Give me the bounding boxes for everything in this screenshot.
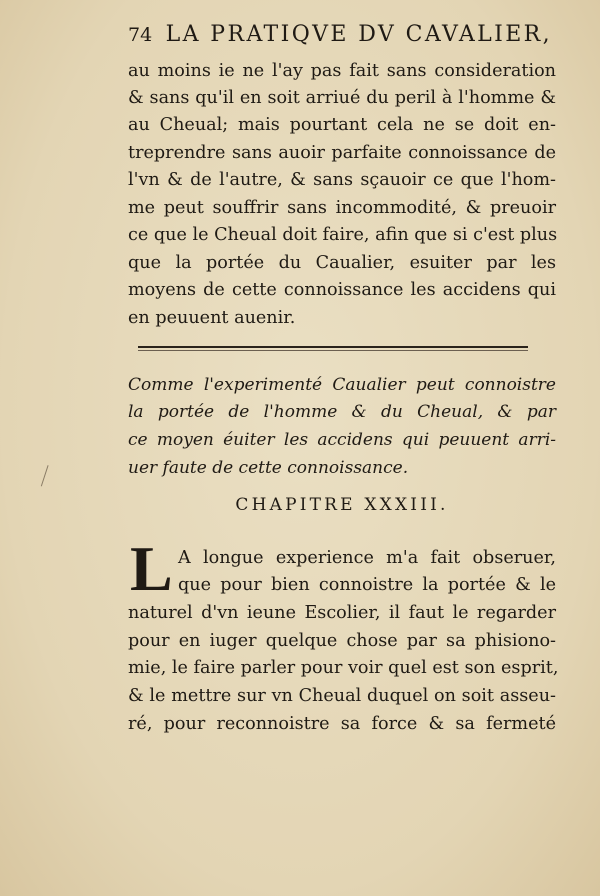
drop-cap: L [130, 533, 173, 604]
text-line: au Cheual; mais pourtant cela ne se doit en- [128, 115, 556, 135]
running-head [128, 22, 568, 56]
summary-line: uer faute de cette connoissance. [128, 458, 409, 478]
margin-mark [41, 465, 56, 489]
text-line: moyens de cette connoissance les accidens qui [128, 280, 556, 300]
text-line: pour en iuger quelque chose par sa phisiono- [128, 631, 556, 651]
text-line: ce que le Cheual doit faire, afin que si c'est plus [128, 225, 558, 245]
text-line: & sans qu'il en soit arriué du peril à l'homme & [128, 88, 556, 108]
summary-line: ce moyen éuiter les accidens qui peuuent arri- [128, 430, 556, 450]
text-line: en peuuent auenir. [128, 308, 296, 328]
text-line: que la portée du Caualier, esuiter par les [128, 253, 556, 273]
text-line: A longue experience m'a fait obseruer, [178, 548, 556, 568]
text-line: l'vn & de l'autre, & sans sçauoir ce que l'hom- [128, 170, 556, 190]
text-line: me peut souffrir sans incommodité, & preuoir [128, 198, 556, 218]
text-line: treprendre sans auoir parfaite connoissance de [128, 143, 556, 163]
text-line: naturel d'vn ieune Escolier, il faut le regarder [128, 603, 556, 623]
chapter-heading: CHAPITRE XXXIII. [235, 495, 449, 515]
summary-line: la portée de l'homme & du Cheual, & par [128, 402, 556, 422]
page-number: 74 [128, 24, 153, 46]
text-line: ré, pour reconnoistre sa force & sa fermeté [128, 714, 556, 734]
section-divider [138, 346, 528, 348]
text-line: au moins ie ne l'ay pas fait sans consideration [128, 61, 556, 81]
text-line: mie, le faire parler pour voir quel est son esprit, [128, 658, 559, 678]
summary-line: Comme l'experimenté Caualier peut connoistre [128, 375, 556, 395]
text-line: que pour bien connoistre la portée & le [178, 575, 556, 595]
text-line: & le mettre sur vn Cheual duquel on soit asseu- [128, 686, 556, 706]
running-title: LA PRATIQVE DV CAVALIER, [165, 22, 553, 47]
